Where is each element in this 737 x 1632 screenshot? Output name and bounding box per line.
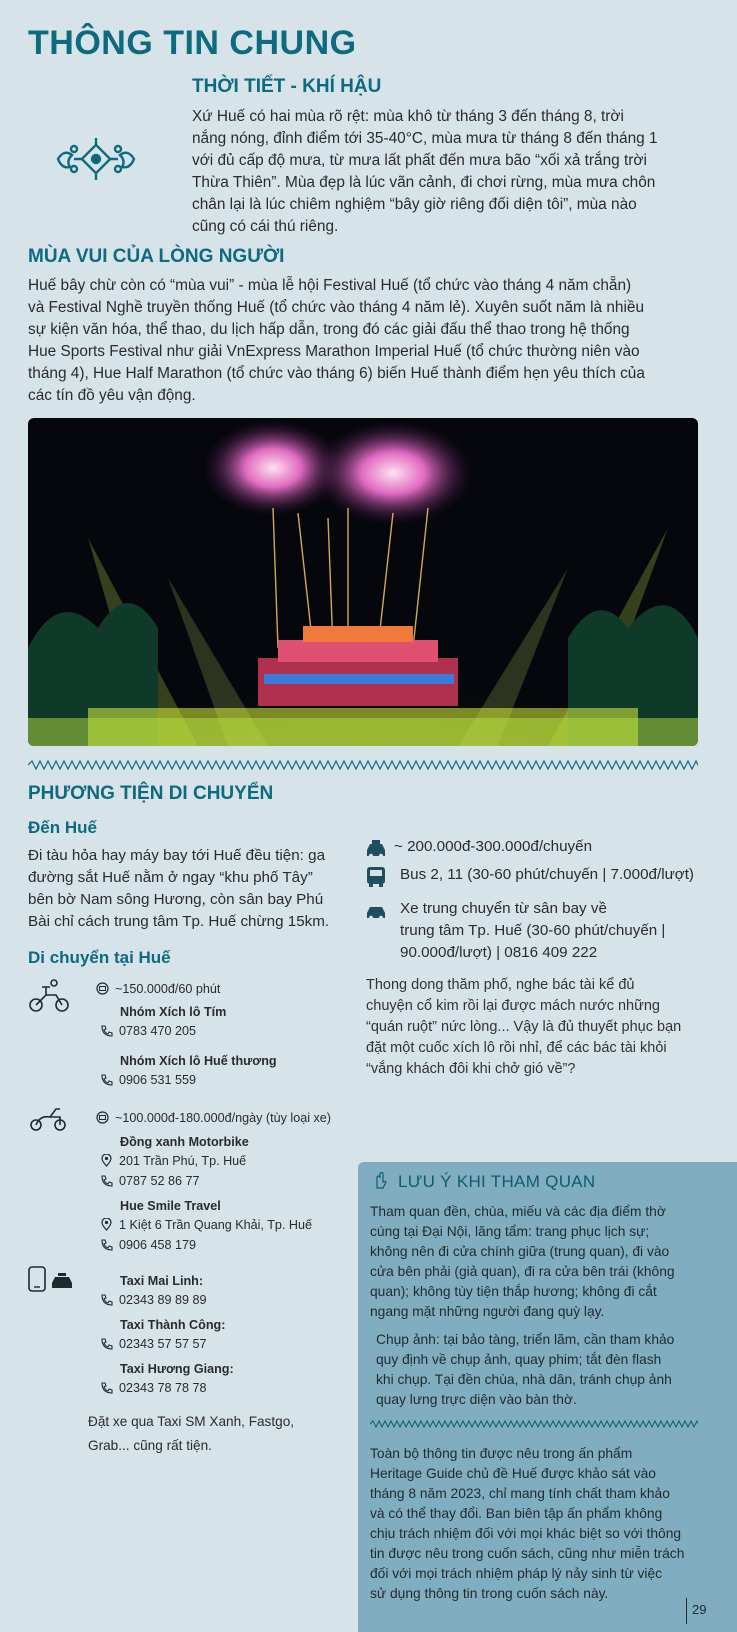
motorbike-provider-2-name: Hue Smile Travel [120,1199,221,1213]
phone-icon [100,1073,113,1086]
notice-title: LƯU Ý KHI THAM QUAN [398,1172,596,1191]
festival-paragraph: Huế bây chừ còn có “mùa vui” - mùa lễ hội Festival Huế (tổ chức vào tháng 4 năm chẵn) và Festival Nghề truyền thống Huế (tổ chức vào tháng 4 năm lẻ). Xuyên suốt năm là nhiều sự kiện văn hóa, thể thao, du lịch hấp dẫn, trong đó các giải đấu thể thao trong hệ thống Hue Sports Festival như giải VnExpress Marathon Imperial Huế (tổ chức thường niên vào tháng 4), Hue Half Marathon (tổ chức vào tháng 6) biến Huế thành điểm hẹn yêu thích của các tín đồ yêu vận động. [28,277,645,404]
weather-title: THỜI TIẾT - KHÍ HẬU [192,76,382,97]
taxi-1-name: Taxi Mai Linh: [120,1274,204,1288]
transport-title: PHƯƠNG TIỆN DI CHUYỂN [28,783,274,804]
notice-divider [370,1420,698,1428]
bus-icon [364,866,388,888]
phone-icon [100,1293,113,1306]
arrive-paragraph: Đi tàu hỏa hay máy bay tới Huế đều tiện: ga đường sắt Huế nằm ở ngay “khu phố Tây” bên bờ Nam sông Hương, còn sân bay Phú Bài chỉ cách trung tâm Tp. Huế chừng 15km. [28,847,330,930]
cyclo-provider-2-name: Nhóm Xích lô Huế thương [120,1054,277,1068]
phone-icon [100,1024,113,1037]
arrive-title: Đến Huế [28,818,97,837]
phone-icon [100,1337,113,1350]
notice-visit-rules: Tham quan đền, chùa, miếu và các địa điểm thờ cúng tại Đại Nội, lăng tẩm: trang phục lịch sự; không nên đi cửa chính giữa (trung quan), đi vào cửa bên phải (giả quan), đi ra cửa bên trái (không quan); không tùy tiện thắp hương; không đi cắt ngang mặt những người đang quỳ lạy. [370,1204,675,1319]
cyclo-price: ~150.000đ/60 phút [96,981,220,997]
notice-photo-rules: Chụp ảnh: tại bảo tàng, triển lãm, cần tham khảo quy định về chụp ảnh, quay phim; tắt đèn flash khi chụp. Tại đền chùa, nhà dân, tránh chụp ảnh quay lưng trực diện vào bàn thờ. [376,1332,675,1407]
page-title: THÔNG TIN CHUNG [28,24,357,62]
cyclo-provider-1-name: Nhóm Xích lô Tím [120,1005,227,1019]
taxi-app-icon [28,1266,74,1292]
cyclo-icon [28,978,70,1014]
phone-icon [100,1238,113,1251]
motorbike-provider-2-phone[interactable]: 0906 458 179 [100,1237,196,1253]
local-transport-title: Di chuyển tại Huế [28,948,171,967]
shuttle-car-icon [364,900,388,922]
motorbike-icon [28,1104,68,1132]
motorbike-price: ~100.000đ-180.000đ/ngày (tùy loại xe) [96,1110,331,1126]
taxi-2-name: Taxi Thành Công: [120,1318,226,1332]
motorbike-provider-1-address: 201 Trần Phú, Tp. Huế [100,1153,246,1169]
festival-fireworks-photo [28,418,698,746]
cyclo-provider-1-phone[interactable]: 0783 470 205 [100,1023,196,1039]
money-icon [96,982,109,995]
weather-paragraph: Xứ Huế có hai mùa rõ rệt: mùa khô từ tháng 3 đến tháng 8, trời nắng nóng, đỉnh điểm tới 35-40°C, mùa mưa từ tháng 8 đến tháng 1 với đủ cấp độ mưa, từ mưa lất phất đến mưa bão “xối xả trắng trời Thừa Thiên”. Mùa đẹp là lúc vãn cảnh, đi chơi rừng, mùa mưa chôn chân lại là lúc chiêm nghiệm “bây giờ riêng đối diện tôi”, mùa nào cũng có cái thú riêng. [192,108,658,235]
taxi-2-phone[interactable]: 02343 57 57 57 [100,1336,207,1352]
notice-disclaimer: Toàn bộ thông tin được nêu trong ấn phẩm Heritage Guide chủ đề Huế được khảo sát vào tháng 8 năm 2023, chỉ mang tính chất tham khảo và có thể thay đổi. Ban biên tập ấn phẩm không chịu trách nhiệm đối với mọi khác biệt so với thông tin được nêu trong cuốn sách, cũng như miễn trách đối với mọi trách nhiệm pháp lý nảy sinh từ việc sử dụng thông tin trong cuốn sách này. [370,1446,685,1601]
taxi-booking-note: Đặt xe qua Taxi SM Xanh, Fastgo, Grab... cũng rất tiện. [88,1414,295,1453]
taxi-3-name: Taxi Hương Giang: [120,1362,234,1376]
phone-icon [100,1381,113,1394]
ornament-icon [52,136,140,182]
location-pin-icon [100,1218,113,1231]
taxi-icon [364,838,388,860]
taxi-1-phone[interactable]: 02343 89 89 89 [100,1292,207,1308]
phone-icon [100,1174,113,1187]
page-number-rule [686,1598,687,1624]
hand-pointer-icon [372,1172,388,1190]
motorbike-provider-2-address: 1 Kiệt 6 Trần Quang Khải, Tp. Huế [100,1217,312,1233]
cyclo-leisure-paragraph: Thong dong thăm phố, nghe bác tài kể đủ chuyện cổ kim rồi lại được mách nước những “quán ruột” nức lòng... Vậy là đủ thuyết phục bạn đặt một cuốc xích lô rồi nhỉ, để các bác tài khỏi “vắng khách đôi khi chở gió về”? [366,977,682,1077]
motorbike-provider-1-phone[interactable]: 0787 52 86 77 [100,1173,200,1189]
section-divider [28,760,698,770]
cyclo-provider-2-phone[interactable]: 0906 531 559 [100,1072,196,1088]
festival-title: MÙA VUI CỦA LÒNG NGƯỜI [28,246,285,267]
location-pin-icon [100,1154,113,1167]
page-number: 29 [692,1602,707,1617]
taxi-3-phone[interactable]: 02343 78 78 78 [100,1380,207,1396]
motorbike-provider-1-name: Đồng xanh Motorbike [120,1135,249,1149]
money-icon [96,1111,109,1124]
